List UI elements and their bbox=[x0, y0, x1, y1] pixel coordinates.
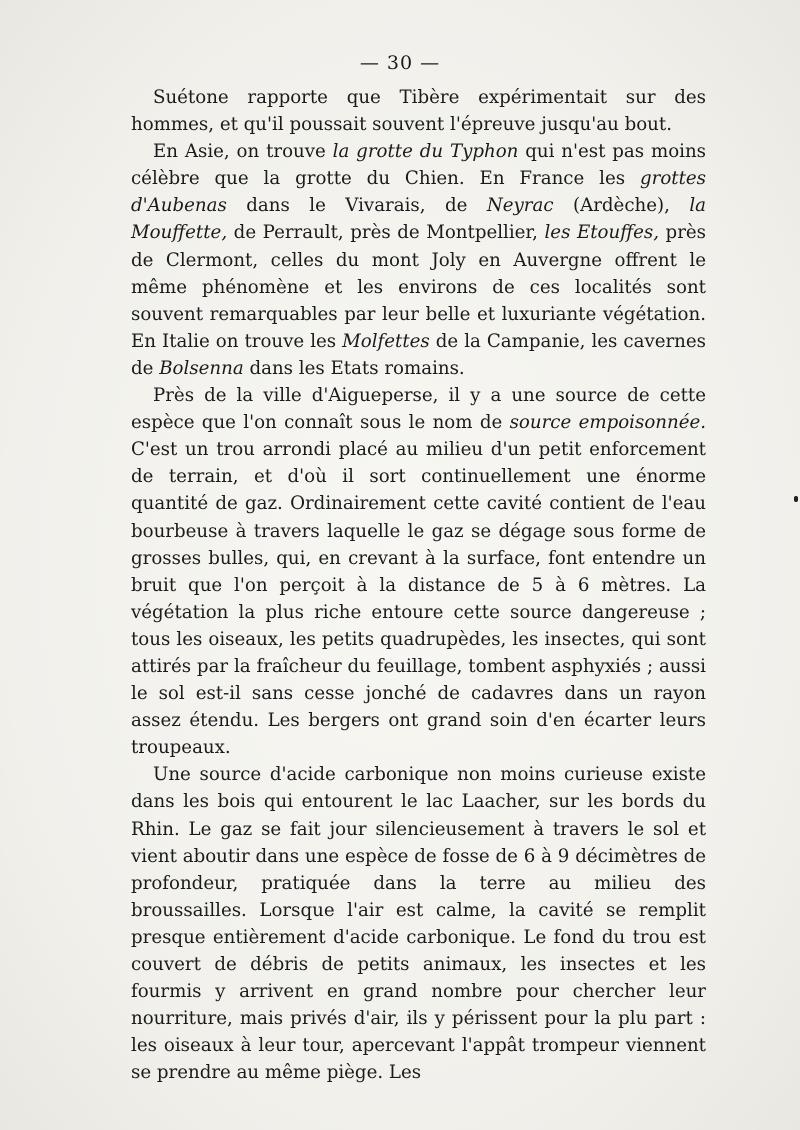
text-run: près de Clermont, celles du mont Joly en Auvergne offrent le même phénomène et les environs de ces localités sont souvent remarquables par leur belle et luxuriante végétation. En Italie on trouve les bbox=[131, 222, 706, 352]
paragraph bbox=[131, 761, 706, 1086]
italic-text: grottes d'Aubenas bbox=[131, 168, 706, 217]
text-run: qui n'est pas moins célèbre que la grotte du Chien. En France les bbox=[131, 141, 707, 190]
text-run: C'est un trou arrondi placé au milieu d'un petit enforcement de terrain, et d'où il sort continuellement une énorme quantité de gaz. Ordinairement cette cavité contient de l'eau bourbeuse à travers laquelle le gaz se dégage sous forme de grosses bulles, qui, en crevant à la surface, font entendre un bruit que l'on perçoit à la distance de 5 à 6 mètres. La végétation la plus riche entoure cette source dangereuse ; tous les oiseaux, les petits quadrupèdes, les insectes, qui sont attirés par la fraîcheur du feuillage, tombent asphyxiés ; aussi le sol est-il sans cesse jonché de cadavres dans un rayon assez étendu. Les bergers ont grand soin d'en écarter leurs troupeaux. bbox=[131, 439, 706, 759]
text-run: Une source d'acide carbonique non moins curieuse existe dans les bois qui entourent le lac Laacher, sur les bords du Rhin. Le gaz se fait jour silencieusement à travers le sol et vient aboutir dans une espèce de fosse de 6 à 9 décimètres de profondeur, pratiquée dans la terre au milieu des broussailles. Lorsque l'air est calme, la cavité se remplit presque entièrement d'acide carbonique. Le fond du trou est couvert de débris de petits animaux, les insectes et les fourmis y arrivent en grand nombre pour chercher leur nourriture, mais privés d'air, ils y périssent pour la plu part : les oiseaux à leur tour, apercevant l'appât trompeur viennent se prendre au même piège. Les bbox=[131, 764, 706, 1084]
italic-text: la grotte du Typhon bbox=[332, 141, 519, 163]
paragraph bbox=[131, 138, 706, 382]
page-number: — 30 — bbox=[359, 52, 441, 74]
text-run: de la Campanie, les cavernes de bbox=[131, 330, 706, 379]
italic-text: la Mouffette, bbox=[131, 195, 706, 244]
text-run: En Asie, on trouve bbox=[153, 141, 333, 163]
paragraph bbox=[131, 382, 706, 761]
paragraph bbox=[131, 84, 706, 138]
italic-text: source empoisonnée. bbox=[509, 412, 707, 434]
page-body-text bbox=[131, 84, 706, 1086]
italic-text: Neyrac bbox=[486, 195, 554, 217]
text-run: de Perrault, près de Montpellier, bbox=[227, 222, 545, 244]
text-run: dans le Vivarais, de bbox=[226, 195, 487, 217]
text-run: Près de la ville d'Aigueperse, il y a une source de cette espèce que l'on connaît sous le nom de bbox=[131, 385, 706, 434]
print-speck bbox=[794, 496, 798, 502]
italic-text: Molfettes bbox=[342, 330, 430, 352]
text-run: (Ardèche), bbox=[553, 195, 690, 217]
text-run: dans les Etats romains. bbox=[243, 357, 465, 379]
italic-text: Bolsenna bbox=[159, 357, 244, 379]
text-run: Suétone rapporte que Tibère expérimentait sur des hommes, et qu'il poussait souvent l'épreuve jusqu'au bout. bbox=[131, 87, 706, 136]
italic-text: les Etouffes, bbox=[544, 222, 659, 244]
